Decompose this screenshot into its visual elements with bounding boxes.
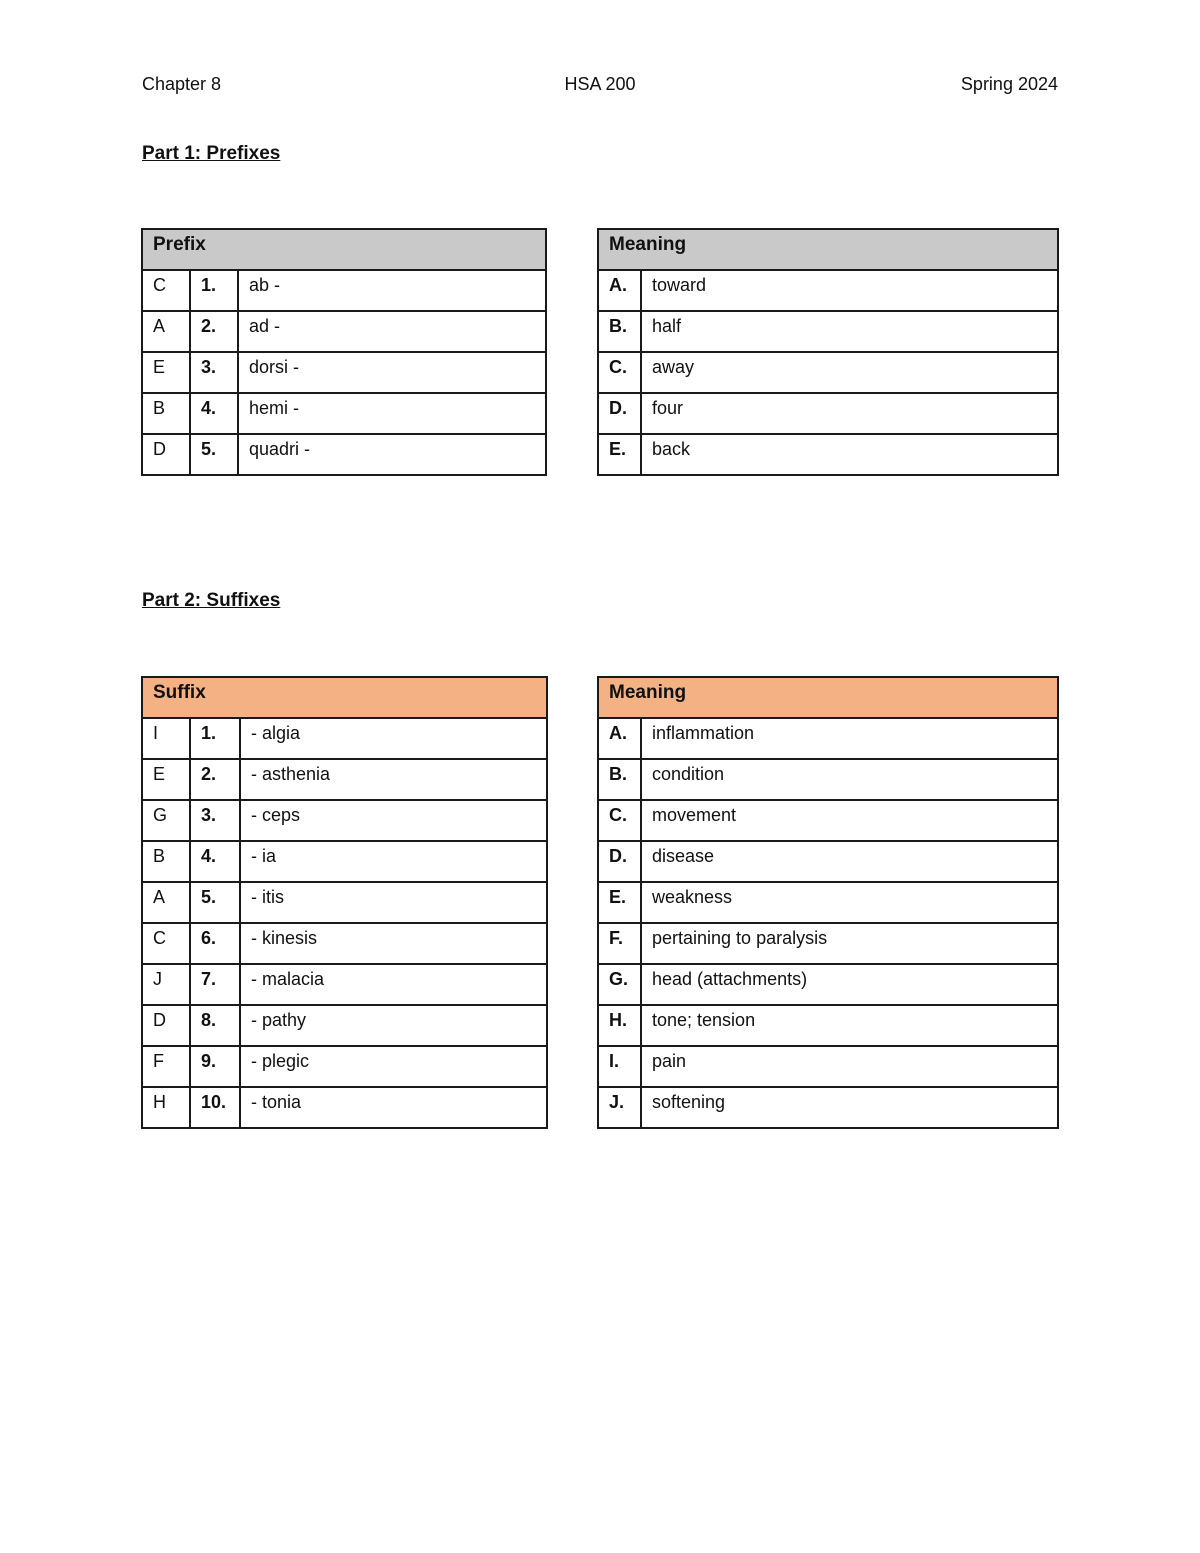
table-row	[598, 718, 1058, 759]
term-cell: - ceps	[240, 800, 547, 841]
table-row	[142, 1005, 547, 1046]
header-term: Spring 2024	[960, 74, 1058, 94]
table-row	[598, 759, 1058, 800]
term-cell: - asthenia	[240, 759, 547, 800]
option-letter: J.	[598, 1087, 641, 1128]
answer-cell: J	[142, 964, 190, 1005]
meaning-cell: away	[641, 352, 1058, 393]
answer-cell: I	[142, 718, 190, 759]
answer-cell: C	[142, 270, 190, 311]
meaning-cell: condition	[641, 759, 1058, 800]
table-row	[598, 800, 1058, 841]
item-number: 7.	[190, 964, 240, 1005]
option-letter: A.	[598, 718, 641, 759]
term-cell: hemi -	[238, 393, 546, 434]
table-row	[598, 964, 1058, 1005]
term-cell: dorsi -	[238, 352, 546, 393]
table-row	[142, 352, 546, 393]
header-course: HSA 200	[564, 74, 636, 94]
answer-cell: A	[142, 882, 190, 923]
answer-cell: E	[142, 759, 190, 800]
answer-cell: D	[142, 434, 190, 475]
table-row	[142, 1046, 547, 1087]
table-row	[142, 841, 547, 882]
table-row	[142, 1087, 547, 1128]
table-row	[142, 923, 547, 964]
part1-title: Part 1: Prefixes	[142, 143, 281, 164]
item-number: 2.	[190, 311, 238, 352]
table-row	[598, 1046, 1058, 1087]
table-row	[598, 311, 1058, 352]
suffix-table-heading: Suffix	[142, 677, 547, 718]
term-cell: ab -	[238, 270, 546, 311]
part2-title: Part 2: Suffixes	[142, 590, 281, 611]
option-letter: E.	[598, 882, 641, 923]
option-letter: B.	[598, 311, 641, 352]
prefix-table-heading: Prefix	[142, 229, 546, 270]
table-row	[142, 882, 547, 923]
item-number: 9.	[190, 1046, 240, 1087]
option-letter: A.	[598, 270, 641, 311]
table-row	[598, 882, 1058, 923]
answer-cell: D	[142, 1005, 190, 1046]
term-cell: - malacia	[240, 964, 547, 1005]
answer-cell: G	[142, 800, 190, 841]
answer-cell: E	[142, 352, 190, 393]
option-letter: C.	[598, 800, 641, 841]
prefix-meaning-table	[597, 228, 1059, 476]
table-row	[598, 1087, 1058, 1128]
term-cell: ad -	[238, 311, 546, 352]
answer-cell: F	[142, 1046, 190, 1087]
answer-cell: A	[142, 311, 190, 352]
item-number: 5.	[190, 434, 238, 475]
meaning-cell: head (attachments)	[641, 964, 1058, 1005]
meaning-cell: disease	[641, 841, 1058, 882]
table-row	[142, 311, 546, 352]
option-letter: H.	[598, 1005, 641, 1046]
suffix-meaning-heading: Meaning	[598, 677, 1058, 718]
meaning-cell: four	[641, 393, 1058, 434]
term-cell: - plegic	[240, 1046, 547, 1087]
suffix-table	[141, 676, 548, 1129]
meaning-cell: half	[641, 311, 1058, 352]
term-cell: - tonia	[240, 1087, 547, 1128]
item-number: 8.	[190, 1005, 240, 1046]
term-cell: - pathy	[240, 1005, 547, 1046]
table-row	[142, 718, 547, 759]
answer-cell: H	[142, 1087, 190, 1128]
table-row	[142, 759, 547, 800]
table-row	[142, 800, 547, 841]
answer-cell: C	[142, 923, 190, 964]
option-letter: C.	[598, 352, 641, 393]
table-row	[142, 393, 546, 434]
meaning-cell: toward	[641, 270, 1058, 311]
meaning-cell: pertaining to paralysis	[641, 923, 1058, 964]
term-cell: - ia	[240, 841, 547, 882]
answer-cell: B	[142, 393, 190, 434]
table-row	[598, 352, 1058, 393]
option-letter: I.	[598, 1046, 641, 1087]
term-cell: - algia	[240, 718, 547, 759]
table-row	[598, 270, 1058, 311]
option-letter: E.	[598, 434, 641, 475]
item-number: 4.	[190, 393, 238, 434]
item-number: 6.	[190, 923, 240, 964]
meaning-cell: tone; tension	[641, 1005, 1058, 1046]
header-chapter: Chapter 8	[142, 74, 222, 94]
prefix-table	[141, 228, 547, 476]
table-row	[598, 1005, 1058, 1046]
item-number: 1.	[190, 270, 238, 311]
option-letter: D.	[598, 393, 641, 434]
suffix-meaning-table	[597, 676, 1059, 1129]
table-row	[598, 393, 1058, 434]
meaning-cell: weakness	[641, 882, 1058, 923]
item-number: 2.	[190, 759, 240, 800]
meaning-cell: back	[641, 434, 1058, 475]
term-cell: quadri -	[238, 434, 546, 475]
table-row	[142, 964, 547, 1005]
table-row	[598, 841, 1058, 882]
item-number: 5.	[190, 882, 240, 923]
prefix-meaning-heading: Meaning	[598, 229, 1058, 270]
option-letter: D.	[598, 841, 641, 882]
term-cell: - itis	[240, 882, 547, 923]
option-letter: G.	[598, 964, 641, 1005]
term-cell: - kinesis	[240, 923, 547, 964]
option-letter: F.	[598, 923, 641, 964]
table-row	[598, 923, 1058, 964]
item-number: 4.	[190, 841, 240, 882]
table-row	[142, 270, 546, 311]
option-letter: B.	[598, 759, 641, 800]
meaning-cell: movement	[641, 800, 1058, 841]
answer-cell: B	[142, 841, 190, 882]
item-number: 3.	[190, 352, 238, 393]
item-number: 1.	[190, 718, 240, 759]
meaning-cell: pain	[641, 1046, 1058, 1087]
table-row	[142, 434, 546, 475]
item-number: 3.	[190, 800, 240, 841]
item-number: 10.	[190, 1087, 240, 1128]
table-row	[598, 434, 1058, 475]
meaning-cell: inflammation	[641, 718, 1058, 759]
meaning-cell: softening	[641, 1087, 1058, 1128]
